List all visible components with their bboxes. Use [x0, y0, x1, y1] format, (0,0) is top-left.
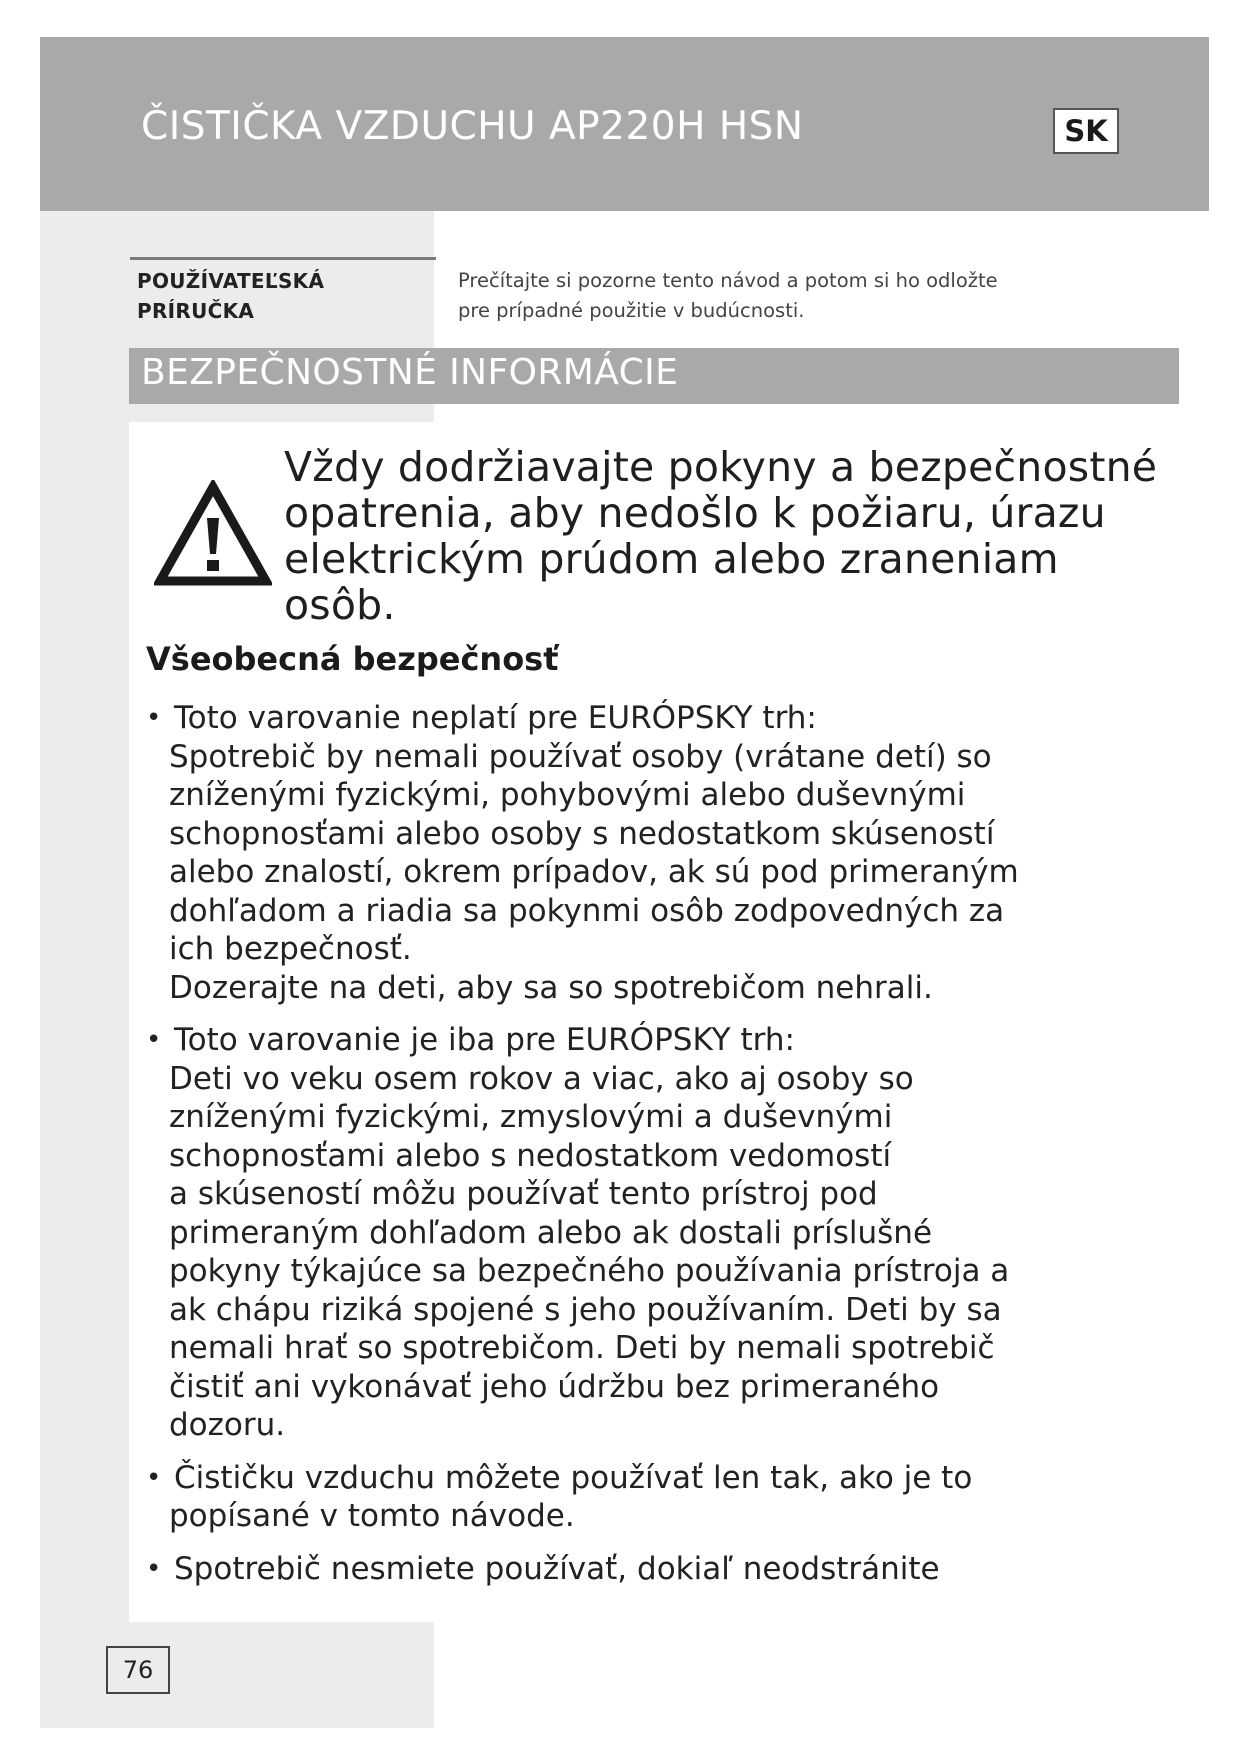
list-item: [146, 1550, 1176, 1589]
manual-label-line: PRÍRUČKA: [137, 299, 255, 323]
manual-note-line: Prečítajte si pozorne tento návod a potom si ho odložte: [458, 269, 998, 292]
list-item: [146, 1021, 1176, 1445]
list-item-body: popísané v tomto návode.: [169, 1498, 575, 1534]
document-title: ČISTIČKA VZDUCHU AP220H HSN: [141, 104, 804, 149]
section-title: BEZPEČNOSTNÉ INFORMÁCIE: [141, 352, 679, 393]
list-item-lead: • Toto varovanie neplatí pre EURÓPSKY trh:: [174, 700, 817, 736]
list-item-lead: • Čističku vzduchu môžete používať len tak, ako je to: [174, 1459, 973, 1496]
safety-list: [146, 699, 1176, 1602]
list-item-body: Deti vo veku osem rokov a viac, ako aj osoby so zníženými fyzickými, zmyslovými a duševnými schopnosťami alebo s nedostatkom vedomostí a skúseností môžu používať tento prístroj pod primeraným dohľadom alebo ak dostali príslušné pokyny týkajúce sa bezpečného používania prístroja a ak chápu riziká spojené s jeho používaním. Deti by sa nemali hrať so spotrebičom. Deti by nemali spotrebič čistiť ani vykonávať jeho údržbu bez primeraného dozoru.: [169, 1060, 1010, 1443]
language-badge: SK: [1053, 108, 1119, 154]
manual-note-line: pre prípadné použitie v budúcnosti.: [458, 299, 805, 322]
list-item-lead: • Toto varovanie je iba pre EURÓPSKY trh:: [174, 1022, 795, 1058]
warning-statement: Vždy dodržiavajte pokyny a bezpečnostné opatrenia, aby nedošlo k požiaru, úrazu elektrickým prúdom alebo zraneniam osôb.: [284, 443, 1158, 629]
manual-label: [137, 266, 427, 326]
list-item-body: Spotrebič by nemali používať osoby (vrátane detí) so zníženými fyzickými, pohybovými alebo duševnými schopnosťami alebo osoby s nedostatkom skúseností alebo znalostí, okrem prípadov, ak sú pod primeraným dohľadom a riadia sa pokynmi osôb zodpovedných za ich bezpečnosť. Dozerajte na deti, aby sa so spotrebičom nehrali.: [169, 738, 1019, 1006]
warning-triangle-icon: [154, 480, 272, 588]
divider: [130, 257, 436, 260]
manual-label-line: POUŽÍVATEĽSKÁ: [137, 269, 325, 293]
manual-note: [458, 266, 1178, 326]
list-item: [146, 1459, 1176, 1536]
list-item: [146, 699, 1176, 1007]
list-item-lead: • Spotrebič nesmiete používať, dokiaľ neodstránite: [174, 1550, 940, 1587]
general-safety-heading: Všeobecná bezpečnosť: [146, 640, 559, 678]
page-number: 76: [106, 1646, 170, 1694]
